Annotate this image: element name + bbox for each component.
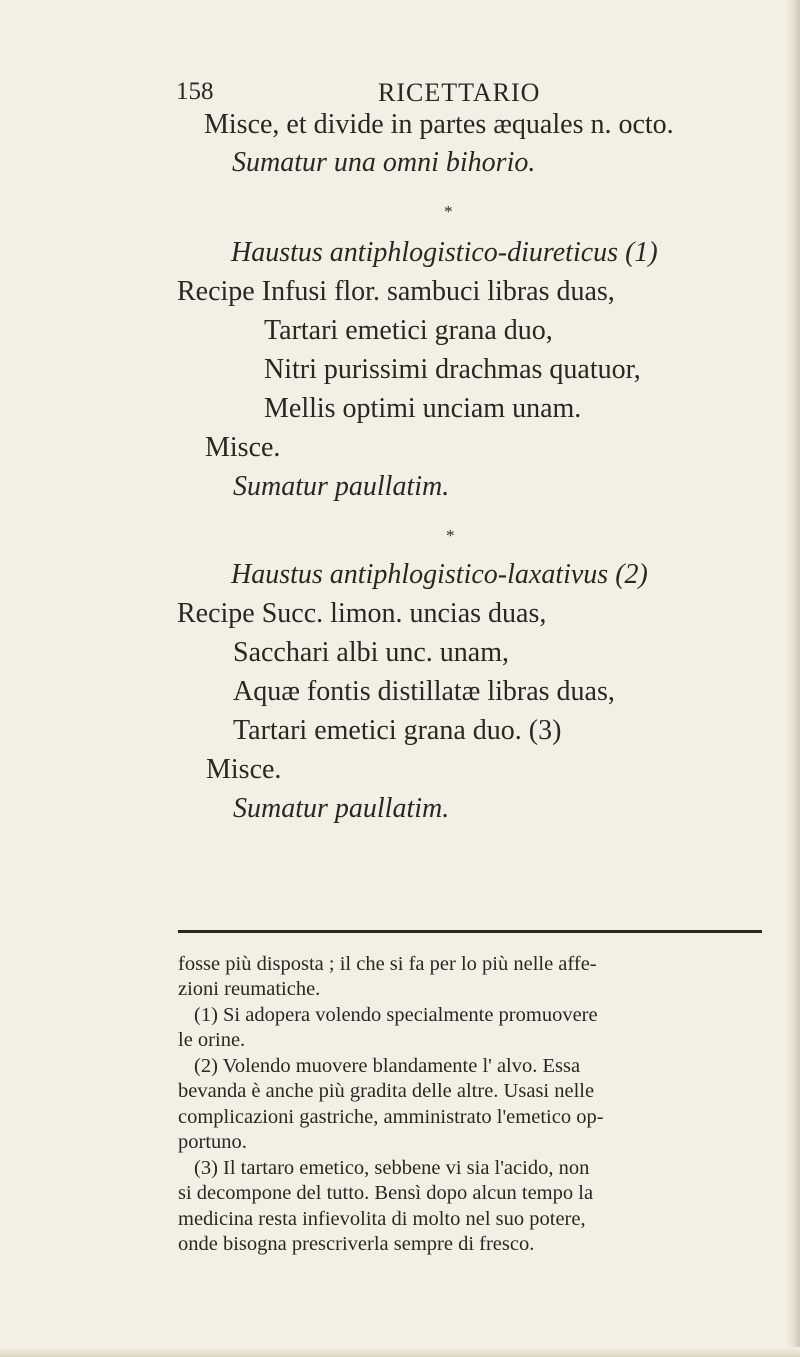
footnote-rule <box>178 930 762 933</box>
footnote-line: (1) Si adopera volendo specialmente promuovere <box>194 1004 598 1026</box>
recipe-1-line: Recipe Infusi flor. sambuci libras duas, <box>177 276 615 307</box>
footnote-line: bevanda è anche più gradita delle altre. Usasi nelle <box>178 1080 595 1102</box>
footnote-line: le orine. <box>178 1029 246 1051</box>
page-edge-shadow <box>786 0 800 1357</box>
instruction-line: Sumatur una omni bihorio. <box>232 147 536 178</box>
page-bottom-shadow <box>0 1347 800 1357</box>
recipe-1-line: Nitri purissimi drachmas quatuor, <box>264 354 641 385</box>
footnote-line: si decompone del tutto. Bensì dopo alcun tempo la <box>178 1182 594 1204</box>
footnote-line: medicina resta infievolita di molto nel suo potere, <box>178 1208 586 1230</box>
recipe-2-line: Tartari emetici grana duo. (3) <box>233 715 562 746</box>
page-header <box>176 78 756 108</box>
running-head: RICETTARIO <box>378 78 541 107</box>
body-line: Misce, et divide in partes æquales n. octo. <box>204 109 674 140</box>
section-ornament: * <box>444 202 453 221</box>
footnote-line: zioni reumatiche. <box>178 978 321 1000</box>
recipe-2-title: Haustus antiphlogistico-laxativus (2) <box>231 559 648 590</box>
recipe-1-line: Tartari emetici grana duo, <box>264 315 553 346</box>
recipe-1-misce: Misce. <box>205 432 281 463</box>
recipe-2-line: Sacchari albi unc. unam, <box>233 637 510 668</box>
recipe-2-misce: Misce. <box>206 754 282 785</box>
recipe-1-instruction: Sumatur paullatim. <box>233 471 450 502</box>
recipe-1-line: Mellis optimi unciam unam. <box>264 393 582 424</box>
recipe-2-line: Aquæ fontis distillatæ libras duas, <box>233 676 615 707</box>
recipe-2-instruction: Sumatur paullatim. <box>233 793 450 824</box>
footnote-line: onde bisogna prescriverla sempre di fresco. <box>178 1233 535 1255</box>
footnote-line: (3) Il tartaro emetico, sebbene vi sia l'acido, non <box>194 1157 590 1179</box>
footnote-line: portuno. <box>178 1131 247 1153</box>
recipe-2-line: Recipe Succ. limon. uncias duas, <box>177 598 547 629</box>
footnote-line: fosse più disposta ; il che si fa per lo più nelle affe- <box>178 953 597 975</box>
recipe-1-title: Haustus antiphlogistico-diureticus (1) <box>231 237 658 268</box>
page-number: 158 <box>176 78 214 105</box>
section-ornament: * <box>446 526 455 545</box>
footnote-line: (2) Volendo muovere blandamente l' alvo. Essa <box>194 1055 581 1077</box>
footnote-line: complicazioni gastriche, amministrato l'emetico op- <box>178 1106 604 1128</box>
